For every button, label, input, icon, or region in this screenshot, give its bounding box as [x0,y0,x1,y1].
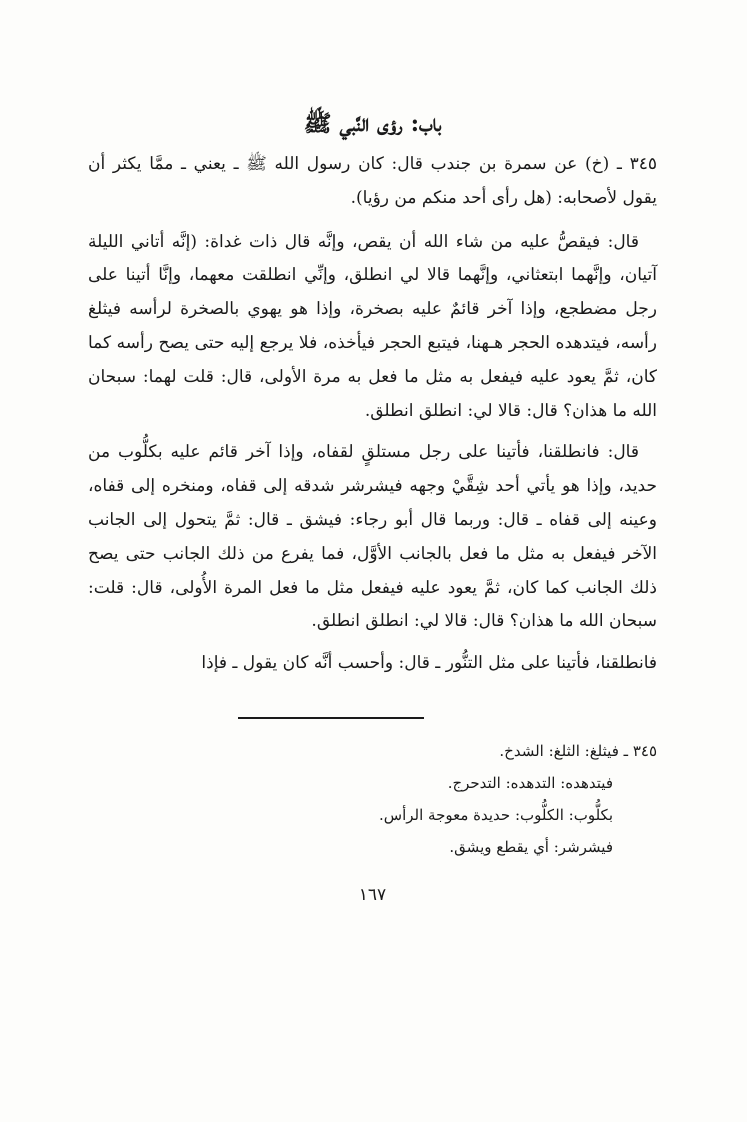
paragraph-2: قال: فيقصُّ عليه من شاء الله أن يقص، وإنَّه قال ذات غداة: (إنَّه أتاني الليلة آتيان، وإنَّهما ابتعثاني، وإنَّهما قالا لي انطلق، وإنِّي انطلقت معهما، وإنَّا أتينا على رجل مضطجع، وإذا آخر قائمٌ عليه بصخرة، وإذا هو يهوي بالصخرة لرأسه فيثلغ رأسه، فيتدهده الحجر هـهنا، فيتبع الحجر فيأخذه، فلا يرجع إليه حتى يصح رأسه كما كان، ثمَّ يعود عليه فيفعل به مثل ما فعل به مرة الأولى، قال: قلت لهما: سبحان الله ما هذان؟ قال: قالا لي: انطلق انطلق. [88,231,657,421]
footnote-line-3: بكلُّوب: الكلُّوب: حديدة معوجة الرأس. [379,805,613,824]
footnote-separator [238,717,424,719]
hadith-body [88,148,657,681]
paragraph-4: فانطلقنا، فأتينا على مثل التنُّور ـ قال: وأحسب أنَّه كان يقول ـ فإذا [201,653,657,674]
footnote-line-1 [88,735,657,767]
paragraph-3: قال: فانطلقنا، فأتينا على رجل مستلقٍ لقفاه، وإذا آخر قائم عليه بكلُّوب من حديد، وإذا هو يأتي أحد شِقَّيْ وجهه فيشرشر شدقه إلى قفاه، ومنخره إلى قفاه، وعينه إلى قفاه ـ قال: وربما قال أبو رجاء: فيشق ـ قال: ثمَّ يتحول إلى الجانب الآخر فيفعل به مثل ما فعل بالجانب الأوَّل، فما يفرع من ذلك الجانب حتى يصح ذلك الجانب كما كان، ثمَّ يعود عليه فيفعل مثل ما فعل المرة الأُولى، قال: قلت: سبحان الله ما هذان؟ قال: قالا لي: انطلق انطلق. [88,442,657,632]
footnote-number: ٣٤٥ ـ [623,741,657,760]
page-number: ١٦٧ [358,884,387,905]
footnote-line-2: فيتدهده: التدهده: التدحرج. [447,773,613,792]
paragraph-1: ٣٤٥ ـ (خ) عن سمرة بن جندب قال: كان رسول الله ﷺ ـ يعني ـ ممَّا يكثر أن يقول لأصحابه: (هل رأى أحد منكم من رؤيا). [88,154,657,208]
footnote-text: فيثلغ: الثلغ: الشدخ. [499,741,619,760]
footnote-separator-wrap [88,689,657,719]
chapter-title: باب: رؤى النَّبي ﷺ [303,110,442,137]
footnote-line-4: فيشرشر: أي يقطع ويشق. [449,837,613,856]
footnotes [88,735,657,863]
